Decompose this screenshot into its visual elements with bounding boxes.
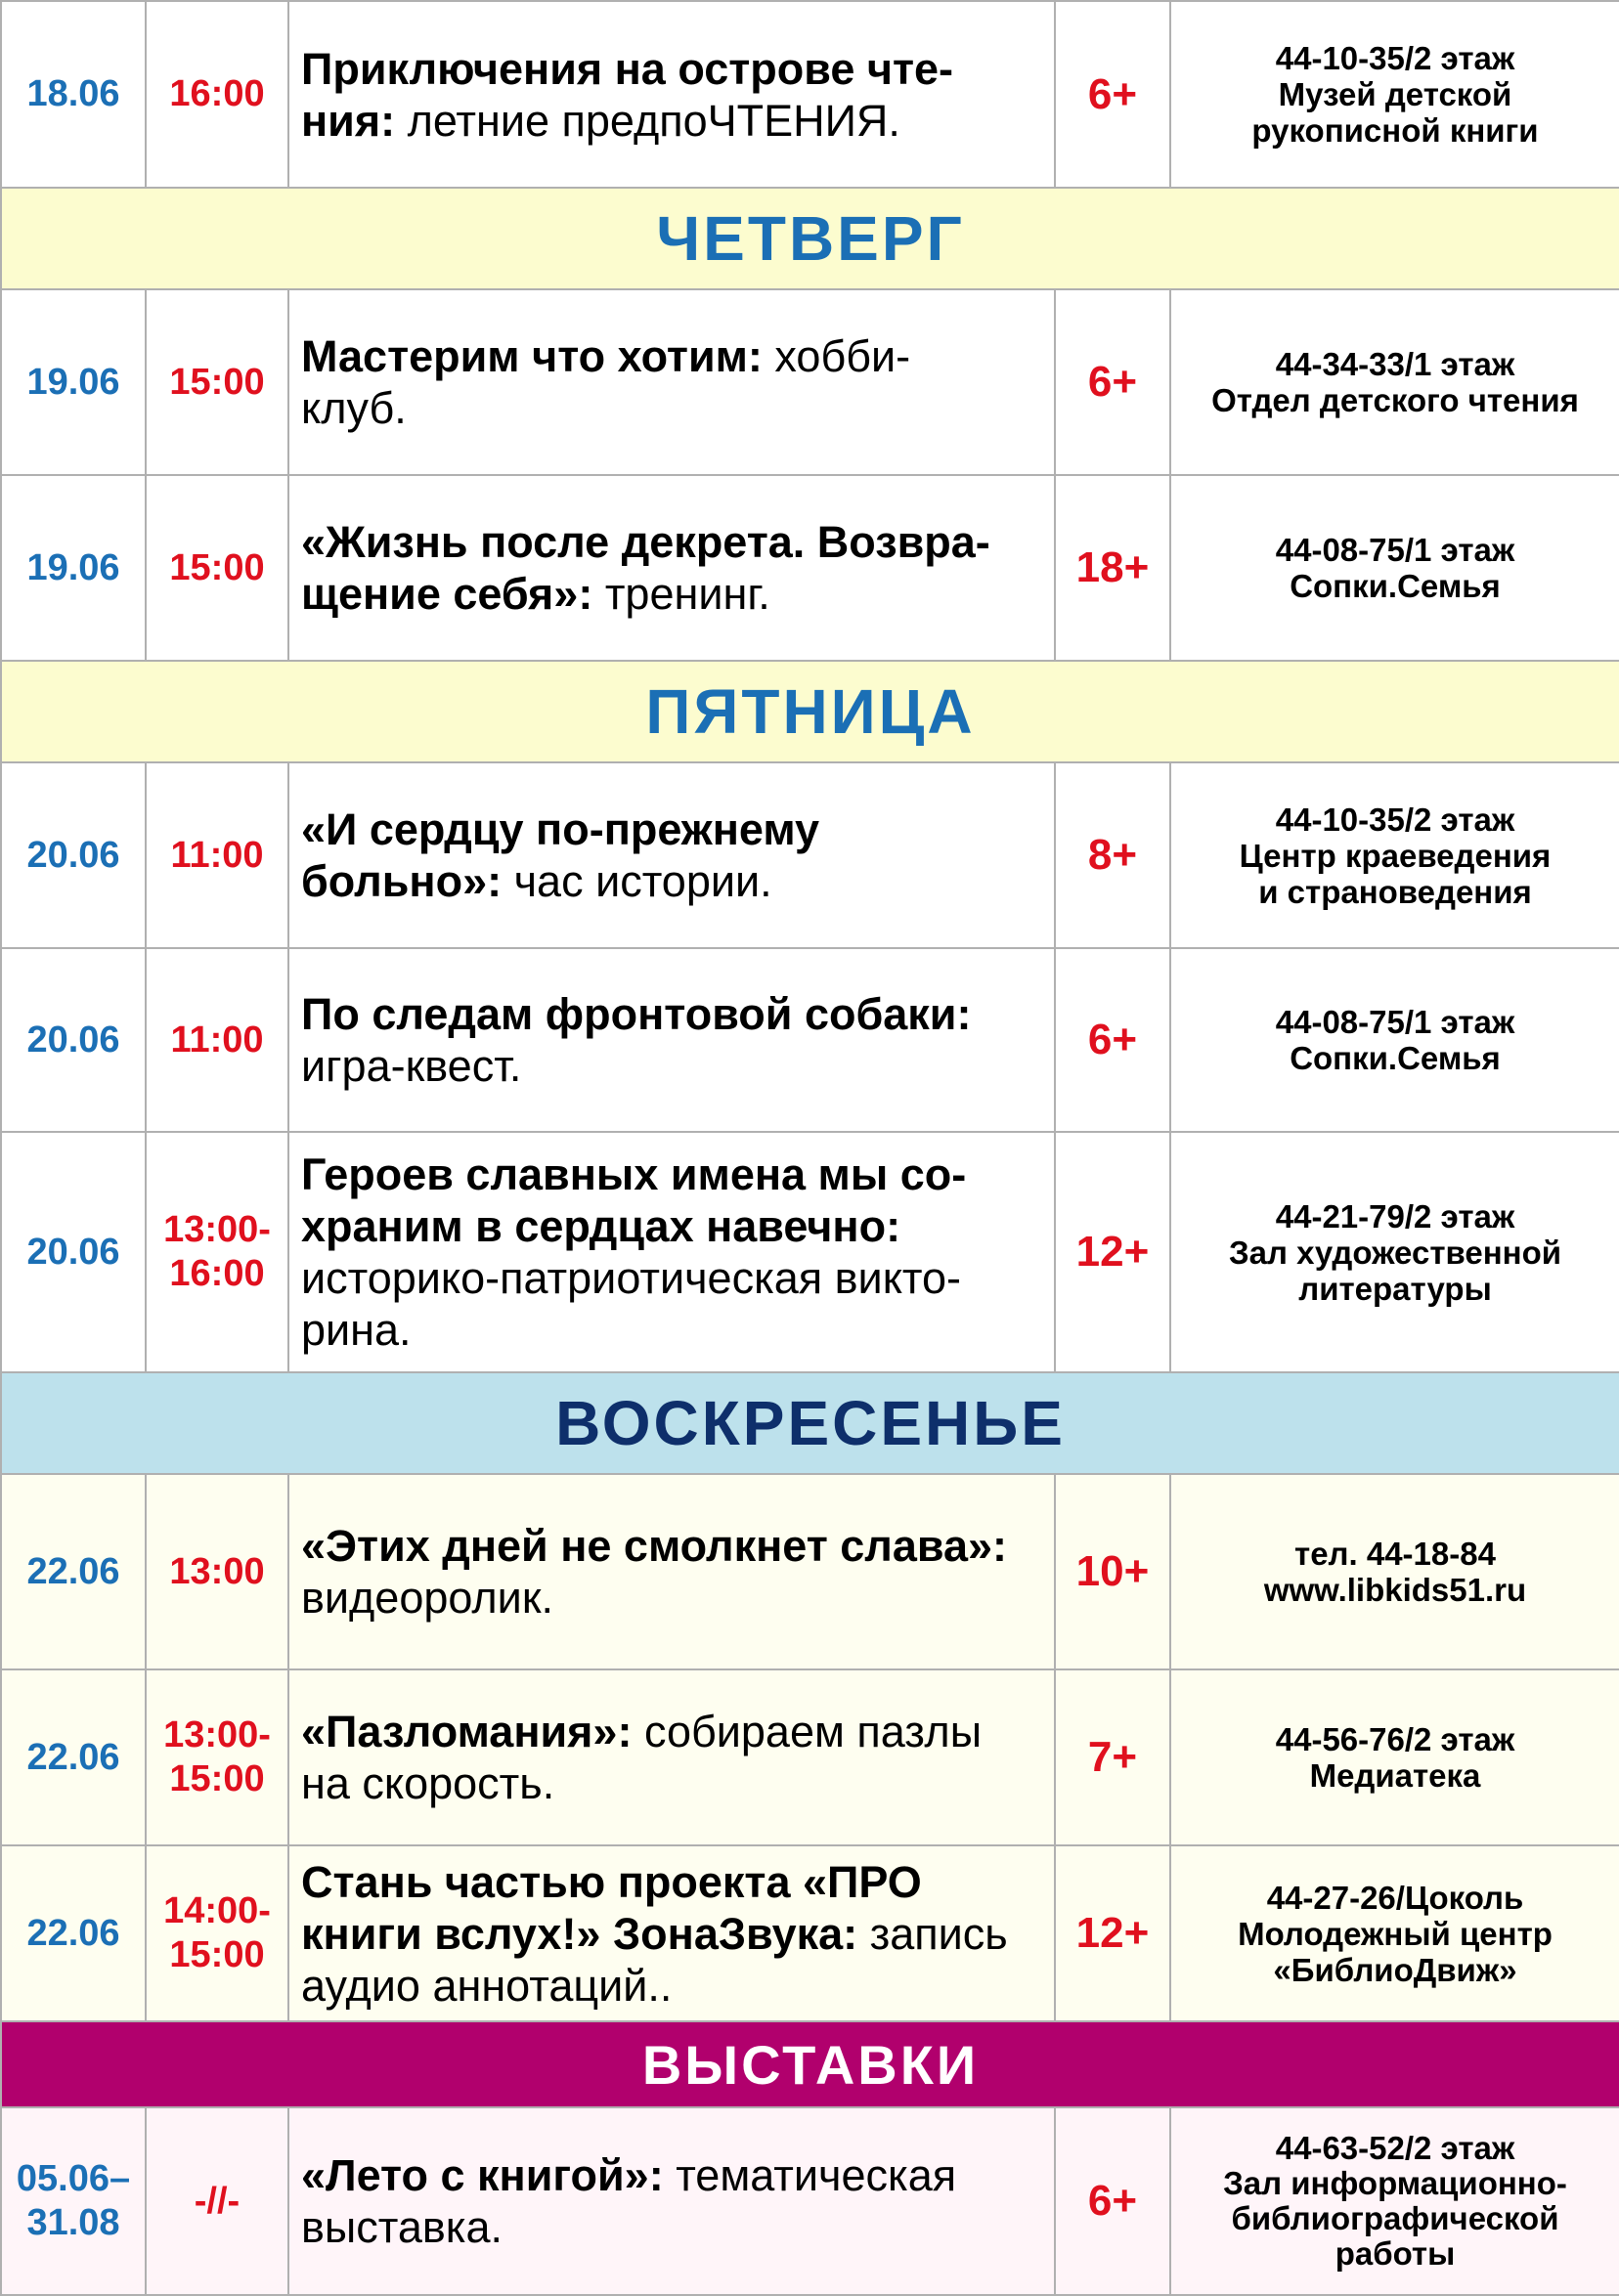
age-rating: 6+ <box>1055 1 1170 188</box>
event-row <box>1 1474 1619 1669</box>
event-location: 44-08-75/1 этаж Сопки.Семья <box>1170 948 1619 1132</box>
event-location: 44-10-35/2 этаж Центр краеведения и страноведения <box>1170 762 1619 948</box>
event-subtitle: запись аудио аннотаций.. <box>301 1908 1008 2011</box>
event-row <box>1 1 1619 188</box>
event-date: 20.06 <box>1 1132 146 1372</box>
event-location: 44-08-75/1 этаж Сопки.Семья <box>1170 475 1619 661</box>
event-description <box>288 2107 1055 2295</box>
event-title: Мастерим что хотим: <box>301 331 763 381</box>
event-location: 44-27-26/Цоколь Молодежный центр «БиблиоДвиж» <box>1170 1845 1619 2021</box>
event-title: Героев славных имена мы со- храним в сердцах навечно: <box>301 1149 967 1251</box>
event-subtitle: видеоролик. <box>301 1573 554 1623</box>
event-date: 18.06 <box>1 1 146 188</box>
event-description <box>288 1 1055 188</box>
event-location: 44-10-35/2 этаж Музей детской рукописной книги <box>1170 1 1619 188</box>
event-title: «И сердцу по-прежнему больно»: <box>301 804 820 906</box>
age-rating: 12+ <box>1055 1845 1170 2021</box>
event-date: 05.06– 31.08 <box>1 2107 146 2295</box>
event-date: 22.06 <box>1 1474 146 1669</box>
event-title: Стань частью проекта «ПРО книги вслух!» ЗонаЗвука: <box>301 1856 922 1959</box>
age-rating: 6+ <box>1055 2107 1170 2295</box>
day-header-row <box>1 188 1619 289</box>
age-rating: 12+ <box>1055 1132 1170 1372</box>
event-subtitle: игра-квест. <box>301 1041 522 1091</box>
age-rating: 7+ <box>1055 1669 1170 1845</box>
event-time: 13:00- 15:00 <box>146 1669 288 1845</box>
age-rating: 18+ <box>1055 475 1170 661</box>
event-time: 14:00- 15:00 <box>146 1845 288 2021</box>
event-location: 44-34-33/1 этаж Отдел детского чтения <box>1170 289 1619 475</box>
age-rating: 6+ <box>1055 948 1170 1132</box>
event-time: 13:00 <box>146 1474 288 1669</box>
event-location: 44-56-76/2 этаж Медиатека <box>1170 1669 1619 1845</box>
event-description <box>288 1474 1055 1669</box>
event-location: 44-63-52/2 этаж Зал информационно- библиографической работы <box>1170 2107 1619 2295</box>
event-description <box>288 1845 1055 2021</box>
section-header-row <box>1 2021 1619 2107</box>
day-header-row <box>1 1372 1619 1474</box>
event-time: 11:00 <box>146 762 288 948</box>
event-date: 22.06 <box>1 1669 146 1845</box>
event-title: Приключения на острове чте- ния: <box>301 43 954 146</box>
event-time: 13:00- 16:00 <box>146 1132 288 1372</box>
event-title: «Лето с книгой»: <box>301 2150 664 2200</box>
event-description <box>288 1669 1055 1845</box>
event-row <box>1 1669 1619 1845</box>
event-title: «Жизнь после декрета. Возвра- щение себя»: <box>301 517 990 619</box>
event-subtitle: тренинг. <box>592 569 770 619</box>
day-header: ВОСКРЕСЕНЬЕ <box>1 1372 1619 1474</box>
event-title: «Этих дней не смолкнет слава»: <box>301 1521 1008 1571</box>
event-subtitle: летние предпоЧТЕНИЯ. <box>395 95 900 146</box>
event-title: «Пазломания»: <box>301 1707 633 1756</box>
event-description <box>288 289 1055 475</box>
event-subtitle: хобби- клуб. <box>301 331 911 433</box>
event-description <box>288 948 1055 1132</box>
event-description <box>288 475 1055 661</box>
event-location: 44-21-79/2 этаж Зал художественной литературы <box>1170 1132 1619 1372</box>
event-row <box>1 2107 1619 2295</box>
section-header: ВЫСТАВКИ <box>1 2021 1619 2107</box>
event-row <box>1 948 1619 1132</box>
event-description <box>288 762 1055 948</box>
event-subtitle: историко-патриотическая викто- рина. <box>301 1253 961 1355</box>
event-time: 16:00 <box>146 1 288 188</box>
event-location: тел. 44-18-84 www.libkids51.ru <box>1170 1474 1619 1669</box>
event-time: -//- <box>146 2107 288 2295</box>
event-row <box>1 1132 1619 1372</box>
event-time: 11:00 <box>146 948 288 1132</box>
event-date: 19.06 <box>1 289 146 475</box>
event-date: 19.06 <box>1 475 146 661</box>
age-rating: 6+ <box>1055 289 1170 475</box>
event-date: 20.06 <box>1 762 146 948</box>
event-time: 15:00 <box>146 475 288 661</box>
event-row <box>1 1845 1619 2021</box>
age-rating: 8+ <box>1055 762 1170 948</box>
age-rating: 10+ <box>1055 1474 1170 1669</box>
day-header: ПЯТНИЦА <box>1 661 1619 762</box>
event-date: 20.06 <box>1 948 146 1132</box>
event-subtitle: час истории. <box>502 856 772 906</box>
event-description <box>288 1132 1055 1372</box>
event-row <box>1 762 1619 948</box>
event-row <box>1 289 1619 475</box>
event-title: По следам фронтовой собаки: <box>301 989 972 1039</box>
event-row <box>1 475 1619 661</box>
event-time: 15:00 <box>146 289 288 475</box>
event-subtitle: тематическая выставка. <box>301 2150 957 2252</box>
day-header: ЧЕТВЕРГ <box>1 188 1619 289</box>
event-date: 22.06 <box>1 1845 146 2021</box>
day-header-row <box>1 661 1619 762</box>
event-subtitle: собираем пазлы на скорость. <box>301 1707 983 1808</box>
